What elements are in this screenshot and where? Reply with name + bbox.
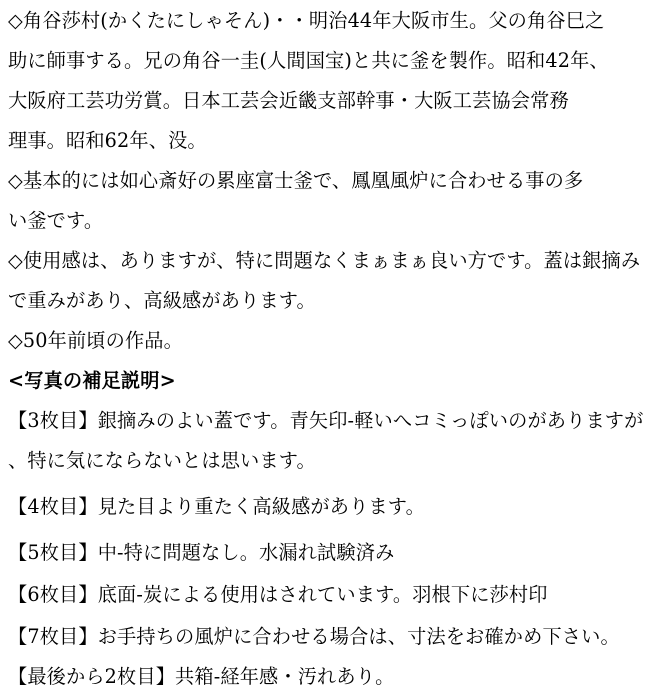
text-line: ◇基本的には如心斎好の累座富士釜で、鳳凰風炉に合わせる事の多 — [8, 169, 584, 192]
text-line: 【3枚目】銀摘みのよい蓋です。青矢印-軽いへコミっぽいのがありますが — [8, 409, 644, 432]
text-line: ◇使用感は、ありますが、特に問題なくまぁまぁ良い方です。蓋は銀摘み — [8, 249, 641, 272]
text-line: 【6枚目】底面-炭による使用はされています。羽根下に莎村印 — [8, 583, 548, 606]
text-line: 【7枚目】お手持ちの風炉に合わせる場合は、寸法をお確かめ下さい。 — [8, 625, 620, 648]
text-line: ◇角谷莎村(かくたにしゃそん)・・明治44年大阪市生。父の角谷巳之 — [8, 9, 605, 32]
text-line: 助に師事する。兄の角谷一圭(人間国宝)と共に釜を製作。昭和42年、 — [8, 49, 609, 72]
text-line: 【5枚目】中-特に問題なし。水漏れ試験済み — [8, 541, 395, 564]
text-line: 、特に気にならないとは思います。 — [8, 449, 316, 472]
text-line: ◇50年前頃の作品。 — [8, 329, 183, 352]
text-line: 大阪府工芸功労賞。日本工芸会近畿支部幹事・大阪工芸協会常務 — [8, 89, 569, 112]
text-line: い釜です。 — [8, 209, 104, 232]
text-line: 【最後から2枚目】共箱-経年感・汚れあり。 — [8, 665, 395, 688]
text-line: 【4枚目】見た目より重たく高級感があります。 — [8, 495, 425, 518]
text-line: 理事。昭和62年、没。 — [8, 129, 207, 152]
section-heading: <写真の補足説明> — [8, 369, 176, 392]
text-line: で重みがあり、高級感があります。 — [8, 289, 316, 312]
